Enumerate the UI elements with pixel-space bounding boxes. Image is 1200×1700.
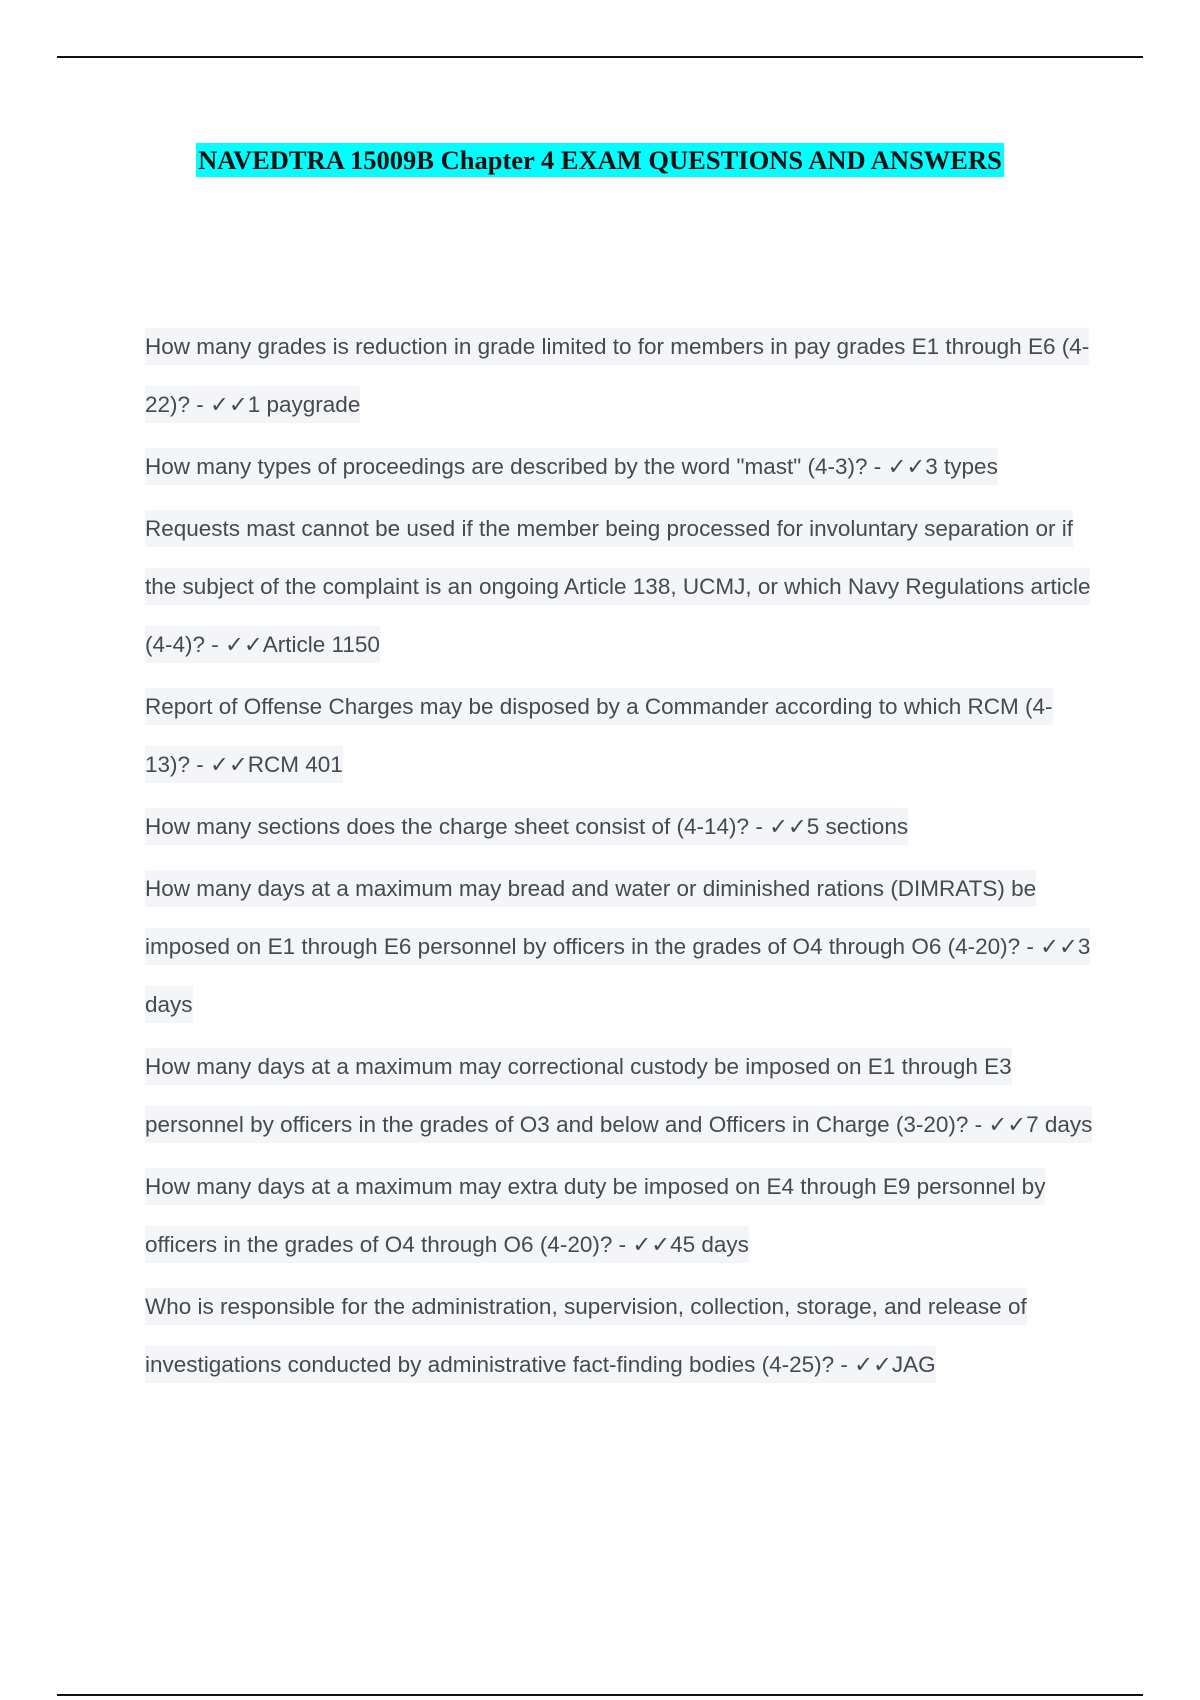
question-text: How many days at a maximum may correctional custody be imposed on E1 through E3 personnel by officers in the grades of O3 and below and Officers in Charge (3-20)? - <box>145 1054 1012 1137</box>
answer-text: 3 days <box>145 934 1091 1017</box>
answer-text: Article 1150 <box>262 632 380 657</box>
question-text: How many days at a maximum may bread and water or diminished rations (DIMRATS) be imposed on E1 through E6 personnel by officers in the grades of O4 through O6 (4-20)? - <box>145 876 1041 959</box>
question-text: Requests mast cannot be used if the member being processed for involuntary separation or if the subject of the complaint is an ongoing Article 138, UCMJ, or which Navy Regulations article (4-4)? - <box>145 516 1091 657</box>
answer-text: JAG <box>891 1352 936 1377</box>
title-block <box>0 143 1200 177</box>
bottom-rule <box>57 1694 1143 1696</box>
qa-text <box>145 448 998 485</box>
qa-text <box>145 1168 1045 1263</box>
answer-text: 7 days <box>1026 1112 1093 1137</box>
check-icon: ✓✓ <box>988 1112 1027 1137</box>
qa-text <box>145 1048 1092 1143</box>
document-title: NAVEDTRA 15009B Chapter 4 EXAM QUESTIONS AND ANSWERS <box>198 145 1002 175</box>
check-icon: ✓✓ <box>854 1352 892 1377</box>
qa-item <box>145 860 1095 1034</box>
qa-list <box>145 318 1095 1398</box>
check-icon: ✓✓ <box>887 454 926 479</box>
qa-item <box>145 1278 1095 1394</box>
answer-text: 45 days <box>670 1232 749 1257</box>
question-text: Report of Offense Charges may be disposed by a Commander according to which RCM (4-13)? - <box>145 694 1053 777</box>
qa-item <box>145 1158 1095 1274</box>
qa-item <box>145 798 1095 856</box>
qa-text <box>145 688 1053 783</box>
question-text: How many sections does the charge sheet consist of (4-14)? - <box>145 814 770 839</box>
top-rule <box>57 56 1143 58</box>
answer-text: 5 sections <box>806 814 909 839</box>
check-icon: ✓✓ <box>210 752 248 777</box>
check-icon: ✓✓ <box>632 1232 671 1257</box>
question-text: How many types of proceedings are described by the word "mast" (4-3)? - <box>145 454 888 479</box>
qa-text <box>145 870 1090 1023</box>
qa-text <box>145 808 908 845</box>
answer-text: 3 types <box>925 454 998 479</box>
check-icon: ✓✓ <box>225 632 263 657</box>
qa-item <box>145 318 1095 434</box>
question-text: How many days at a maximum may extra duty be imposed on E4 through E9 personnel by officers in the grades of O4 through O6 (4-20)? - <box>145 1174 1046 1257</box>
check-icon: ✓✓ <box>769 814 807 839</box>
qa-text <box>145 1288 1027 1383</box>
question-text: How many grades is reduction in grade limited to for members in pay grades E1 through E6 (4-22)? - <box>145 334 1090 417</box>
qa-item <box>145 678 1095 794</box>
answer-text: 1 paygrade <box>247 392 361 417</box>
qa-text <box>145 510 1090 663</box>
qa-item <box>145 438 1095 496</box>
answer-text: RCM 401 <box>247 752 343 777</box>
check-icon: ✓✓ <box>1040 934 1078 959</box>
check-icon: ✓✓ <box>210 392 248 417</box>
qa-item <box>145 1038 1095 1154</box>
question-text: Who is responsible for the administration, supervision, collection, storage, and release of investigations conducted by administrative fact-finding bodies (4-25)? - <box>145 1294 1027 1377</box>
qa-text <box>145 328 1089 423</box>
qa-item <box>145 500 1095 674</box>
